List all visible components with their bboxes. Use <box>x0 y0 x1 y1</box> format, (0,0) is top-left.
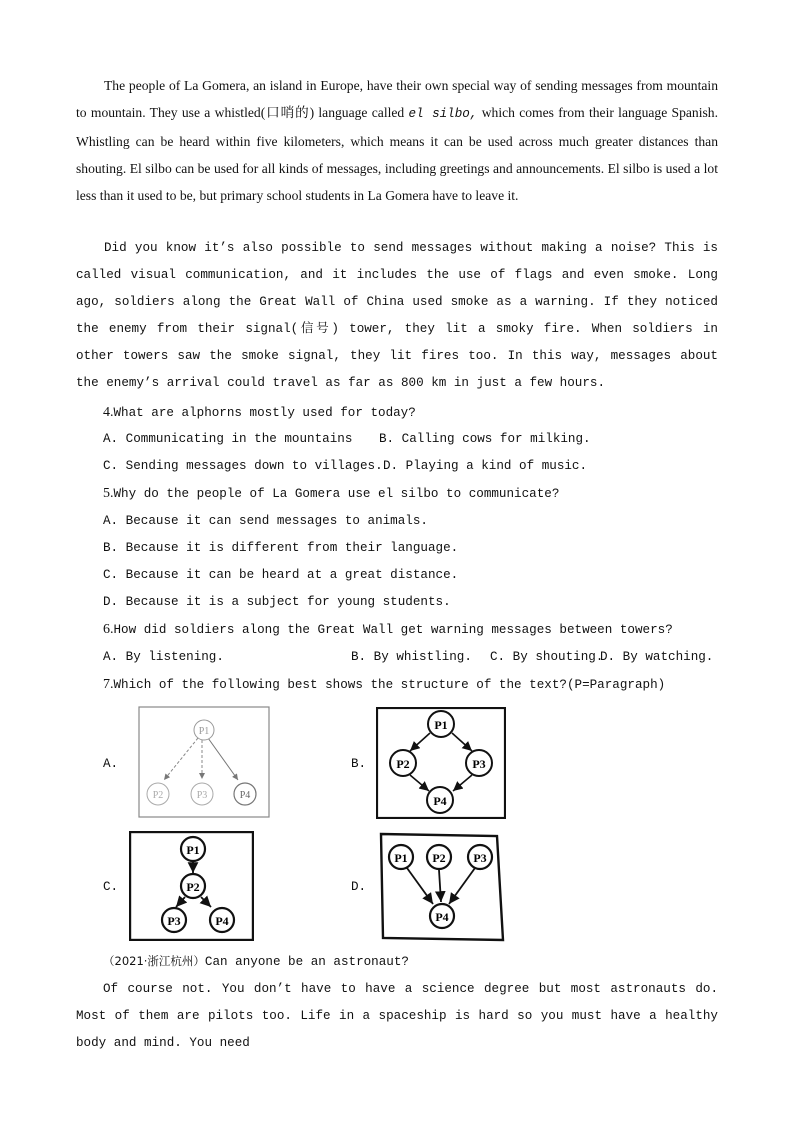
node-label: P3 <box>473 851 487 865</box>
passage-source: （2021·浙江杭州） <box>103 954 205 968</box>
structure-diagram-b[interactable] <box>376 707 506 819</box>
node-label: P1 <box>198 726 210 737</box>
question-5 <box>103 480 559 508</box>
question-text: Why do the people of La Gomera use el silbo to communicate? <box>113 487 560 501</box>
question-number: 6. <box>103 622 114 637</box>
passage-paragraph-el-silbo <box>76 72 718 209</box>
q6-option-b[interactable]: B. By whistling. <box>351 650 472 664</box>
question-4 <box>103 399 416 427</box>
question-text: What are alphorns mostly used for today? <box>113 406 416 420</box>
q6-option-d[interactable]: D. By watching. <box>600 650 714 664</box>
node-label: P3 <box>472 757 486 771</box>
node-label: P2 <box>396 757 410 771</box>
node-label: P1 <box>186 843 200 857</box>
q4-option-d[interactable]: D. Playing a kind of music. <box>383 459 588 473</box>
structure-diagram-a[interactable] <box>138 706 270 818</box>
q4-option-a[interactable]: A. Communicating in the mountains <box>103 432 353 446</box>
paragraph-text-part: which comes from their language Spanish. Whistling can be heard within five kilometers, which means it can be used across much greater distances than shouting. El silbo can be used for all kinds of messages, including greetings and announcements. El silbo is used a lot less than it used to be, but primary school students in La Gomera have to leave it. <box>76 105 718 203</box>
q4-option-b[interactable]: B. Calling cows for milking. <box>379 432 591 446</box>
q5-option-c[interactable]: C. Because it can be heard at a great distance. <box>103 568 459 582</box>
q5-option-b[interactable]: B. Because it is different from their language. <box>103 541 459 555</box>
next-passage-heading <box>103 948 409 976</box>
q6-option-a[interactable]: A. By listening. <box>103 650 224 664</box>
q7-option-c-label[interactable]: C. <box>103 880 119 894</box>
paragraph-text-part: The people of La Gomera, an island in Europe, have their own special way of sending messages from mountain to mountain. They use a whistled(口哨的) language called <box>76 78 718 120</box>
question-number: 5. <box>103 486 114 501</box>
structure-diagram-c[interactable] <box>129 831 254 941</box>
q6-option-c[interactable]: C. By shouting. <box>490 650 604 664</box>
node-label: P2 <box>186 880 200 894</box>
next-passage-text: Of course not. You don’t have to have a science degree but most astronauts do. Most of them are pilots too. Life in a spaceship is hard so you must have a healthy body and mind. You need <box>76 982 718 1050</box>
italic-term: el silbo, <box>408 107 478 121</box>
q5-option-a[interactable]: A. Because it can send messages to animals. <box>103 514 428 528</box>
question-6 <box>103 616 673 644</box>
structure-diagram-d[interactable] <box>379 832 505 942</box>
node-label: P4 <box>435 910 449 924</box>
node-label: P2 <box>152 790 164 801</box>
node-label: P1 <box>434 718 448 732</box>
node-label: P4 <box>433 794 447 808</box>
node-label: P3 <box>167 914 181 928</box>
question-number: 7. <box>103 677 114 692</box>
question-number: 4. <box>103 405 114 420</box>
q7-option-d-label[interactable]: D. <box>351 880 367 894</box>
node-label: P1 <box>394 851 408 865</box>
passage-title: Can anyone be an astronaut? <box>204 955 409 969</box>
question-7 <box>103 671 665 699</box>
node-label: P3 <box>196 790 208 801</box>
q7-option-b-label[interactable]: B. <box>351 757 367 771</box>
node-label: P4 <box>215 914 229 928</box>
node-label: P2 <box>432 851 446 865</box>
q4-option-c[interactable]: C. Sending messages down to villages. <box>103 459 383 473</box>
q5-option-d[interactable]: D. Because it is a subject for young students. <box>103 595 451 609</box>
q7-option-a-label[interactable]: A. <box>103 757 119 771</box>
node-label: P4 <box>239 790 251 801</box>
question-text: Which of the following best shows the structure of the text?(P=Paragraph) <box>113 678 666 692</box>
passage-paragraph-visual-communication: Did you know it’s also possible to send messages without making a noise? This is called visual communication, and it includes the use of flags and even smoke. Long ago, soldiers along the Great Wall of China used smoke as a warning. If they noticed the enemy from their signal(信号) tower, they lit a smoky fire. When soldiers in other towers saw the smoke signal, they lit fires too. In this way, messages about the enemy’s arrival could travel as far as 800 km in just a few hours. <box>76 241 718 390</box>
question-text: How did soldiers along the Great Wall get warning messages between towers? <box>113 623 673 637</box>
